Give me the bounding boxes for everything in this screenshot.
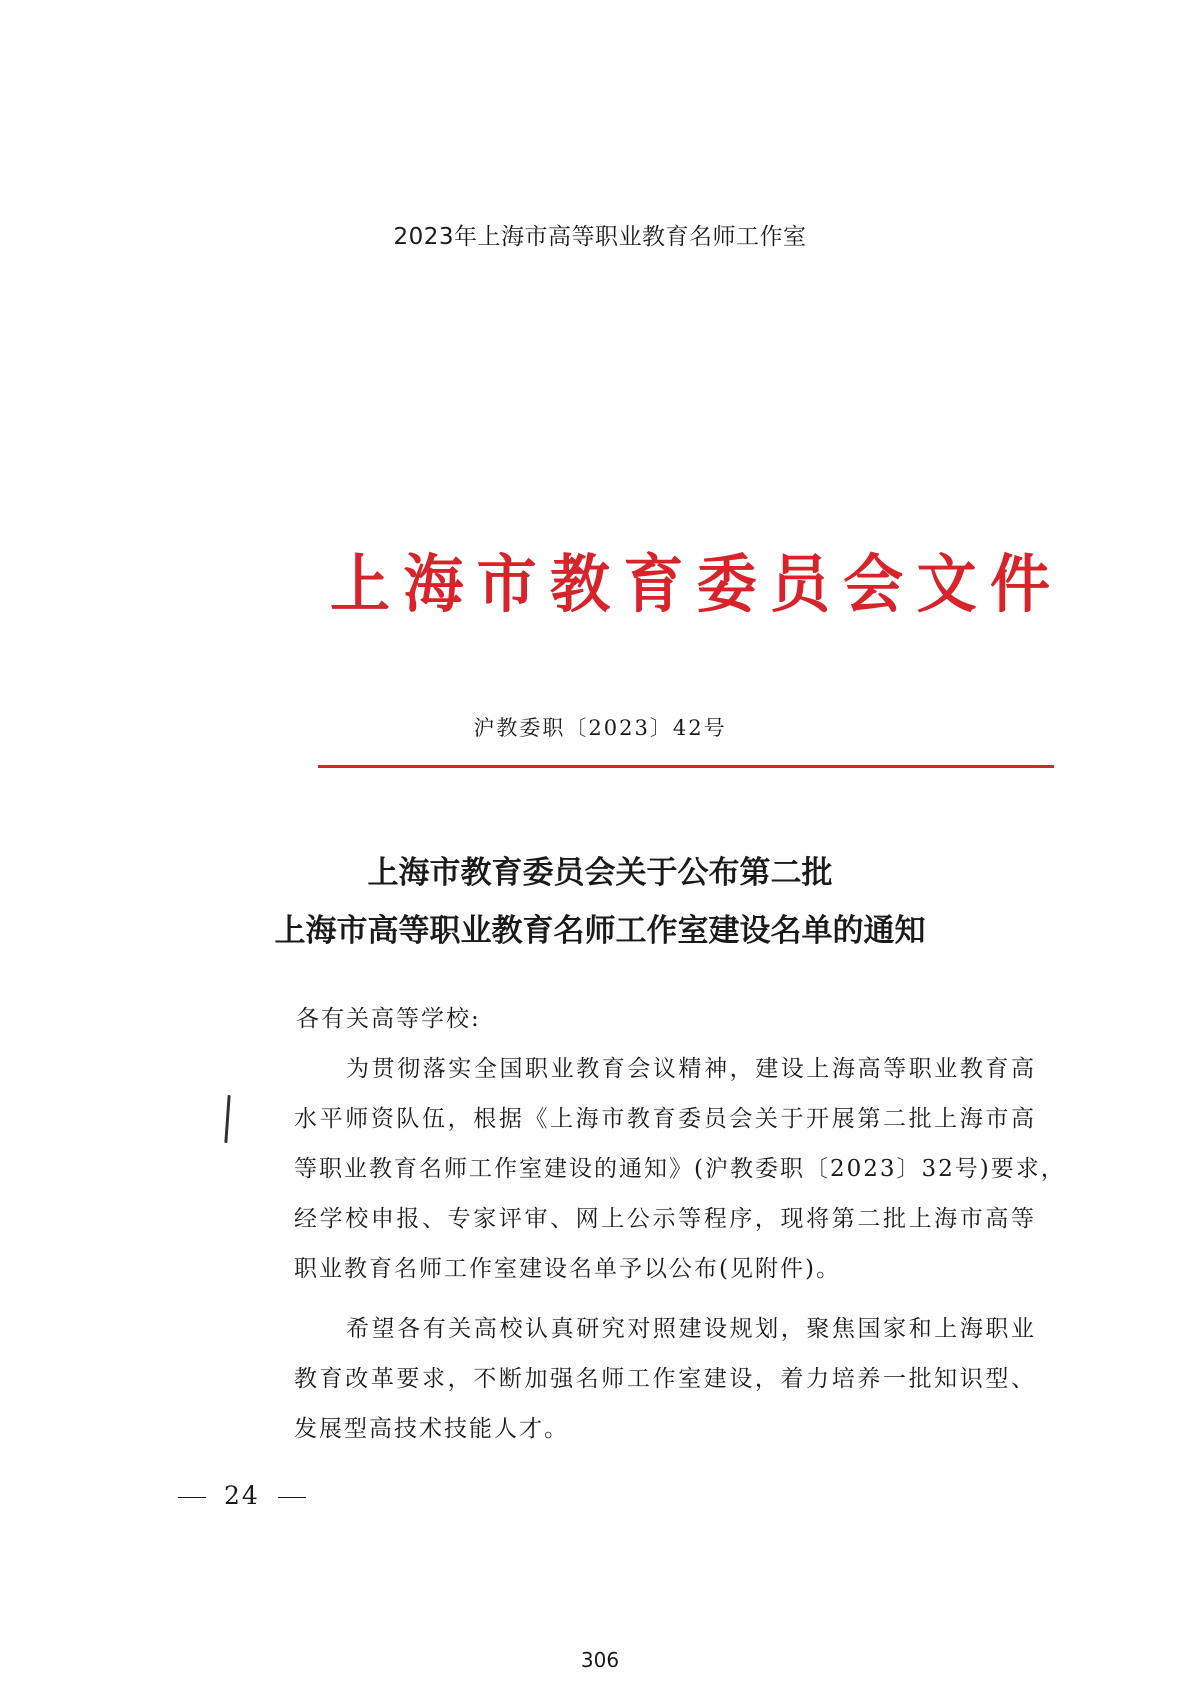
notice-title [0,844,1200,960]
page-number-value: 24 [224,1481,260,1510]
issuer-title-char: 市 [476,548,537,622]
notice-title-line-2: 上海市高等职业教育名师工作室建设名单的通知 [274,913,926,949]
issuer-title-char: 上 [330,548,390,622]
paragraph-1-line-5: 职业教育名师工作室建设名单予以公布(见附件)。 [294,1256,841,1282]
red-divider-line [318,765,1054,768]
paragraph-1-line-4: 经学校申报、专家评审、网上公示等程序，现将第二批上海市高等 [294,1206,1036,1232]
issuer-title [330,548,1050,622]
issuer-title-char: 海 [403,548,464,622]
page-number-dash-left [178,1497,206,1499]
paragraph-1-line-1: 为贯彻落实全国职业教育会议精神，建设上海高等职业教育高 [346,1056,1036,1082]
notice-title-line-1: 上海市教育委员会关于公布第二批 [367,855,833,891]
issuer-title-char: 会 [843,548,904,622]
issuer-title-char: 育 [623,548,684,622]
page-number-dash-right [278,1497,306,1499]
issuer-title-char: 件 [989,548,1050,622]
issuer-title-char: 文 [916,548,977,622]
margin-pen-mark [224,1095,230,1143]
document-number: 沪教委职〔2023〕42号 [473,716,727,740]
page-number [160,1481,324,1510]
salutation: 各有关高等学校: [296,1006,481,1032]
paragraph-1-line-3: 等职业教育名师工作室建设的通知》(沪教委职〔2023〕32号)要求， [294,1156,1066,1182]
issuer-title-char: 委 [696,548,757,622]
pdf-page-number: 306 [580,1648,620,1672]
running-header: 2023年上海市高等职业教育名师工作室 [393,224,807,250]
paragraph-2-line-1: 希望各有关高校认真研究对照建设规划，聚焦国家和上海职业 [346,1316,1036,1342]
issuer-title-char: 员 [769,548,830,622]
issuer-title-char: 教 [549,548,610,622]
paragraph-2-line-3: 发展型高技术技能人才。 [294,1416,569,1442]
paragraph-1-line-2: 水平师资队伍，根据《上海市教育委员会关于开展第二批上海市高 [294,1106,1036,1132]
paragraph-2-line-2: 教育改革要求，不断加强名师工作室建设，着力培养一批知识型、 [294,1366,1036,1392]
